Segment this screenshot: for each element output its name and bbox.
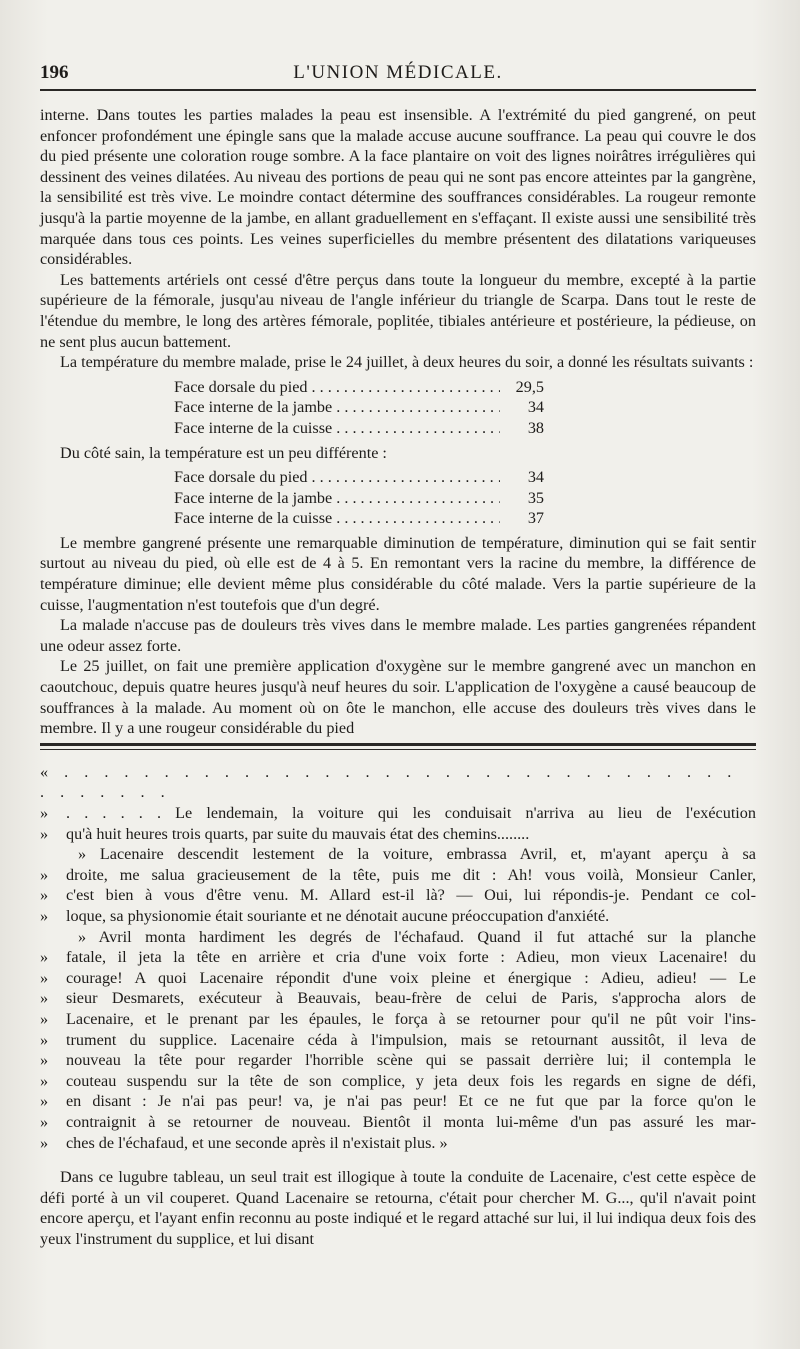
quote-text: fatale, il jeta la tête en arrière et cria d'une voix forte : Adieu, mon vieux Lacenaire! du bbox=[66, 948, 756, 967]
quote-mark: » bbox=[40, 906, 49, 925]
quote-line bbox=[40, 1112, 756, 1133]
header-rule bbox=[40, 89, 756, 91]
quote-line bbox=[40, 927, 756, 948]
paragraph-closing: Dans ce lugubre tableau, un seul trait est illogique à toute la conduite de Lacenaire, c'est cette espèce de défi porté à un vil couperet. Quand Lacenaire se retourna, c'était pour chercher M. G..., qu'il n'avait point encore aperçu, et l'ayant enfin reconnu au poste indiqué et le regard attaché sur lui, il lui indiqua deux fois des yeux l'instrument du supplice, et lui disant bbox=[40, 1168, 756, 1248]
closing-paragraph bbox=[40, 1167, 756, 1249]
quote-line bbox=[40, 844, 756, 865]
quote-mark: » bbox=[40, 1071, 49, 1090]
table-row: Face dorsale du pied . . . 34 bbox=[174, 467, 544, 488]
feuilleton-divider bbox=[40, 743, 756, 750]
quote-line bbox=[40, 824, 756, 845]
quote-opening: « . . . . . . . . . . . . . . . . . . . . . . . . . . . . . . . . . . . . . . . . . bbox=[40, 762, 738, 802]
quote-line bbox=[40, 1133, 756, 1154]
quote-text: c'est bien à vous d'être venu. M. Allard est-il là? — Oui, lui répondis-je. Pendant ce col- bbox=[66, 886, 756, 905]
quote-line bbox=[40, 968, 756, 989]
quote-line bbox=[40, 988, 756, 1009]
quote-text: qu'à huit heures trois quarts, par suite du mauvais état des chemins........ bbox=[66, 824, 530, 843]
table-row: Face interne de la cuisse . . . 37 bbox=[174, 508, 544, 529]
quote-mark bbox=[40, 844, 66, 865]
table-row: Face interne de la jambe . . . 34 bbox=[174, 397, 544, 418]
quote-mark: » bbox=[40, 989, 49, 1008]
paragraph-4: Du côté sain, la température est un peu différente : bbox=[60, 443, 387, 462]
quote-line bbox=[40, 1091, 756, 1112]
paragraph-6: La malade n'accuse pas de douleurs très vives dans le membre malade. Les parties gangrenées répandent une odeur assez forte. bbox=[40, 616, 756, 655]
quote-mark: » bbox=[40, 865, 49, 884]
running-title: L'UNION MÉDICALE. bbox=[293, 62, 503, 83]
quote-mark: » bbox=[40, 1112, 49, 1131]
feuilleton-quote bbox=[40, 762, 756, 1153]
quote-text: » Avril monta hardiment les degrés de l'échafaud. Quand il fut attaché sur la planche bbox=[78, 927, 756, 946]
quote-mark: » bbox=[40, 886, 49, 905]
quote-text: nouveau la tête pour regarder l'horrible scène qui se passait derrière lui; il contempla le bbox=[66, 1051, 756, 1070]
quote-text: contraignit à se retourner de nouveau. Bientôt il monta lui-même d'un pas assuré les mar- bbox=[66, 1112, 756, 1131]
quote-text: couteau suspendu sur la tête de son complice, y jeta deux fois les regards en signe de défi, bbox=[66, 1071, 756, 1090]
quote-text: droite, me salua gracieusement de la tête, puis me dit : Ah! vous voilà, Monsieur Canler, bbox=[66, 865, 756, 884]
article-body bbox=[40, 105, 756, 739]
quote-line bbox=[40, 1030, 756, 1051]
quote-line bbox=[40, 1009, 756, 1030]
quote-text: ches de l'échafaud, et une seconde après il n'existait plus. » bbox=[66, 1133, 448, 1152]
quote-mark: » bbox=[40, 1133, 49, 1152]
quote-text: . . . . . . Le lendemain, la voiture qui les conduisait n'arriva au lieu de l'exécution bbox=[66, 804, 756, 822]
quote-mark: » bbox=[40, 1009, 49, 1028]
paragraph-3: La température du membre malade, prise le 24 juillet, à deux heures du soir, a donné les résultats suivants : bbox=[60, 353, 754, 372]
quote-text: en disant : Je n'ai pas peur! va, je n'ai pas peur! Et ce ne fut que par la force qu'on le bbox=[66, 1092, 756, 1111]
running-header bbox=[40, 56, 756, 86]
paragraph-5: Le membre gangrené présente une remarquable diminution de température, diminution qui se fait sentir surtout au niveau du pied, où elle est de 4 à 5. En remontant vers la racine du membre, la différence de température diminue; elle devient même plus considérable du côté malade. Vers la partie supérieure de la cuisse, l'augmentation n'est toutefois que d'un degré. bbox=[40, 533, 756, 614]
quote-text: Lacenaire, et le prenant par les épaules, le força à se retourner pour qu'il ne pût voir l'ins- bbox=[66, 1009, 756, 1028]
quote-text: courage! A quoi Lacenaire répondit d'une voix pleine et énergique : Adieu, adieu! — Le bbox=[66, 968, 756, 987]
quote-mark: » bbox=[40, 1051, 49, 1070]
quote-mark: » bbox=[40, 968, 49, 987]
quote-line bbox=[40, 1071, 756, 1092]
quote-mark: » bbox=[40, 804, 49, 822]
quote-line bbox=[40, 947, 756, 968]
quote-line bbox=[40, 803, 756, 824]
paragraph-2: Les battements artériels ont cessé d'être perçus dans toute la longueur du membre, excepté à la partie supérieure de la fémorale, jusqu'au niveau de l'angle inférieur du triangle de Scarpa. Dans tout le reste de l'étendue du membre, le long des artères fémorale, poplitée, tibiales antérieure et postérieure, la pédieuse, on ne sent plus aucun battement. bbox=[40, 270, 756, 351]
quote-mark bbox=[40, 927, 66, 948]
quote-lines bbox=[40, 803, 756, 1153]
quote-text: loque, sa physionomie était souriante et ne dénotait aucune préoccupation d'anxiété. bbox=[66, 906, 610, 925]
quote-mark: » bbox=[40, 824, 49, 843]
paragraph-7: Le 25 juillet, on fait une première application d'oxygène sur le membre gangrené avec un manchon en caoutchouc, depuis quatre heures jusqu'à neuf heures du soir. L'application de l'oxygène a causé beaucoup de souffrances à la malade. Au moment où on ôte le manchon, elle accuse des douleurs très vives dans le membre. Il y a une rougeur considérable du pied bbox=[40, 657, 756, 738]
quote-mark: » bbox=[40, 948, 49, 967]
page-number: 196 bbox=[40, 62, 69, 83]
paragraph-1: interne. Dans toutes les parties malades la peau est insensible. A l'extrémité du pied gangrené, on peut enfoncer profondément une épingle sans que la malade accuse aucune souffrance. La peau qui couvre le dos du pied présente une coloration rouge sombre. A la face plantaire on voit des lignes noirâtres irrégulières qui dessinent des veines dilatées. Au niveau des portions de peau qui ne sont pas encore atteintes par la gangrène, la sensibilité est très vive. Le moindre contact détermine des souffrances considérables. La rougeur remonte jusqu'à la partie moyenne de la jambe, en allant graduellement en s'effaçant. Il existe aussi une sensibilité très marquée dans tous ces points. Les veines superficielles du membre présentent des dilatations variqueuses considérables. bbox=[40, 106, 756, 269]
quote-line bbox=[40, 906, 756, 927]
table-row: Face interne de la cuisse . . . 38 bbox=[174, 418, 544, 439]
table-row: Face interne de la jambe . . . 35 bbox=[174, 488, 544, 509]
quote-mark: » bbox=[40, 1030, 49, 1049]
temperature-table-affected bbox=[174, 377, 544, 439]
quote-text: trument du supplice. Lacenaire céda à l'impulsion, mais se retournant aussitôt, il leva de bbox=[66, 1030, 756, 1049]
quote-mark: » bbox=[40, 1092, 49, 1111]
quote-line bbox=[40, 1050, 756, 1071]
table-row: Face dorsale du pied . . . 29,5 bbox=[174, 377, 544, 398]
quote-line bbox=[40, 865, 756, 886]
quote-text: » Lacenaire descendit lestement de la voiture, embrassa Avril, et, m'ayant aperçu à sa bbox=[78, 845, 756, 864]
temperature-table-healthy bbox=[174, 467, 544, 529]
quote-text: sieur Desmarets, exécuteur à Beauvais, beau-frère de celui de Paris, s'approcha alors de bbox=[66, 989, 756, 1008]
quote-line bbox=[40, 885, 756, 906]
